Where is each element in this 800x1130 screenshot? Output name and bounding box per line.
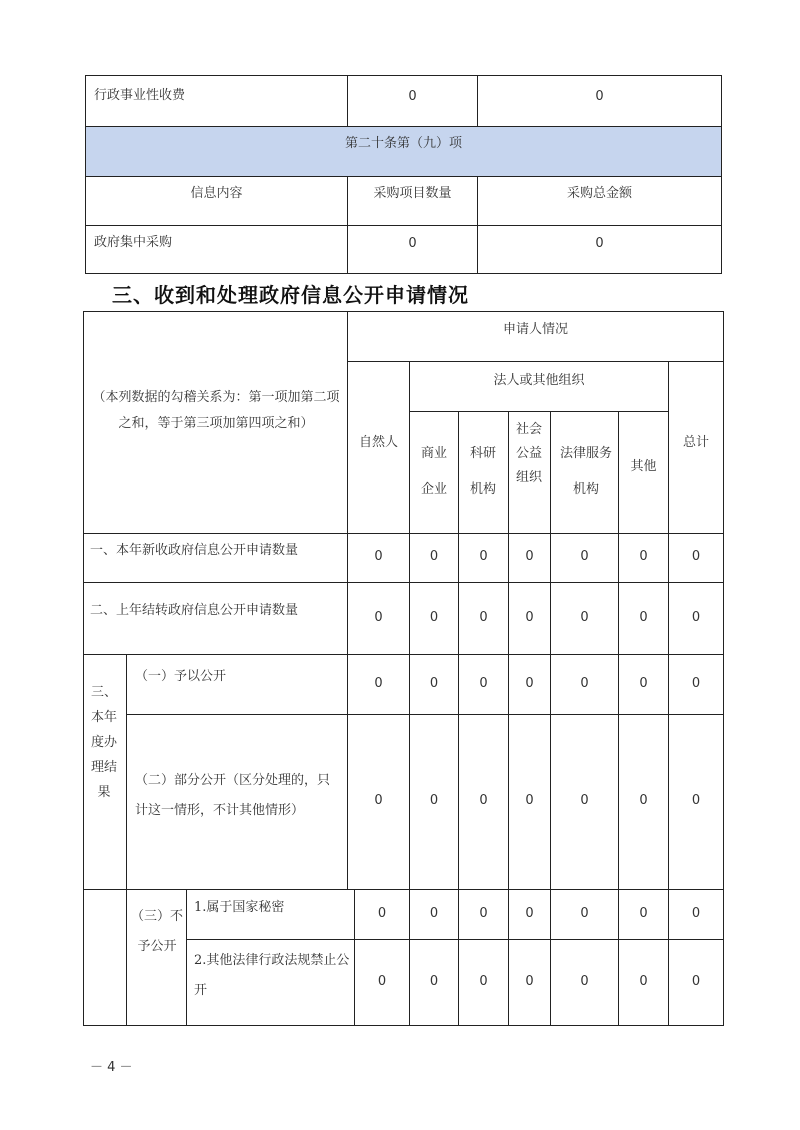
row-open-label: （一）予以公开: [135, 669, 227, 684]
value-secret-4: 0: [580, 905, 589, 921]
row-fees-label: 行政事业性收费: [94, 88, 186, 103]
value-law-2: 0: [479, 973, 488, 989]
applicant-label: 申请人情况: [502, 322, 568, 337]
value-secret-6: 0: [691, 905, 701, 921]
value-law-6: 0: [691, 973, 701, 989]
value-open-2: 0: [479, 675, 488, 691]
value-open-5: 0: [639, 675, 648, 691]
value-law-0: 0: [377, 973, 387, 989]
band-label: 第二十条第（九）项: [344, 136, 462, 151]
row-fees-v2: 0: [595, 89, 604, 104]
value-partial-0: 0: [374, 793, 383, 808]
header-count: 采购项目数量: [373, 186, 452, 201]
note-text: （本列数据的勾稽关系为：第一项加第二项之和，等于第三项加第四项之和）: [92, 390, 340, 431]
value-partial-3: 0: [525, 793, 534, 808]
value-partial-1: 0: [429, 793, 439, 808]
value-open-4: 0: [580, 675, 589, 691]
research-label: 科研机构: [470, 446, 497, 497]
value-new-0: 0: [374, 549, 383, 564]
value-partial-5: 0: [639, 793, 648, 808]
section-title: 三、收到和处理政府信息公开申请情况: [112, 283, 469, 307]
value-new-6: 0: [691, 549, 701, 564]
value-carry-3: 0: [525, 609, 534, 625]
value-partial-2: 0: [479, 793, 488, 808]
value-open-6: 0: [691, 675, 701, 691]
value-carry-1: 0: [429, 609, 439, 625]
value-new-3: 0: [525, 549, 534, 564]
value-partial-6: 0: [691, 793, 701, 808]
value-new-1: 0: [429, 549, 439, 564]
row-fees-v1: 0: [408, 89, 417, 104]
value-secret-5: 0: [639, 905, 648, 921]
value-carry-4: 0: [580, 609, 589, 625]
value-secret-1: 0: [429, 905, 439, 921]
public-label: 社会公益组织: [516, 422, 543, 485]
group3-label: 三、本年度办理结果: [90, 685, 117, 800]
value-law-4: 0: [580, 973, 589, 989]
value-new-2: 0: [479, 549, 488, 564]
value-carry-0: 0: [374, 609, 383, 625]
other-label: 其他: [630, 459, 657, 474]
page-number: － 4 －: [90, 1060, 133, 1075]
header-amount: 采购总金额: [566, 186, 632, 201]
value-partial-4: 0: [580, 793, 589, 808]
legal-service-label: 法律服务机构: [560, 446, 613, 497]
value-law-5: 0: [639, 973, 648, 989]
header-content: 信息内容: [190, 186, 243, 201]
value-open-3: 0: [525, 675, 534, 691]
row-secret-label: 1.属于国家秘密: [194, 900, 285, 915]
row-partial-label: （二）部分公开（区分处理的，只计这一情形，不计其他情形）: [135, 773, 331, 818]
value-new-4: 0: [580, 549, 589, 564]
commercial-label: 商业企业: [421, 446, 448, 497]
row-procure-v2: 0: [595, 236, 604, 251]
value-law-3: 0: [525, 973, 534, 989]
value-carry-6: 0: [691, 609, 701, 625]
natural-label: 自然人: [358, 435, 398, 450]
value-open-0: 0: [374, 675, 383, 691]
row-new-label: 一、本年新收政府信息公开申请数量: [90, 543, 299, 558]
bottom-left-cell: [83, 889, 127, 1026]
value-secret-0: 0: [377, 905, 387, 921]
value-carry-5: 0: [639, 609, 648, 625]
value-secret-3: 0: [525, 905, 534, 921]
value-open-1: 0: [429, 675, 439, 691]
legal-label: 法人或其他组织: [493, 373, 585, 388]
row-procure-v1: 0: [408, 236, 417, 251]
row-carry-label: 二、上年结转政府信息公开申请数量: [90, 603, 299, 618]
row-law-label: 2.其他法律行政法规禁止公开: [194, 953, 350, 998]
value-carry-2: 0: [479, 609, 488, 625]
not-open-label: （三）不予公开: [131, 909, 184, 954]
row-procure-label: 政府集中采购: [94, 235, 173, 250]
value-secret-2: 0: [479, 905, 488, 921]
total-label: 总计: [682, 435, 709, 450]
value-new-5: 0: [639, 549, 648, 564]
value-law-1: 0: [429, 973, 439, 989]
